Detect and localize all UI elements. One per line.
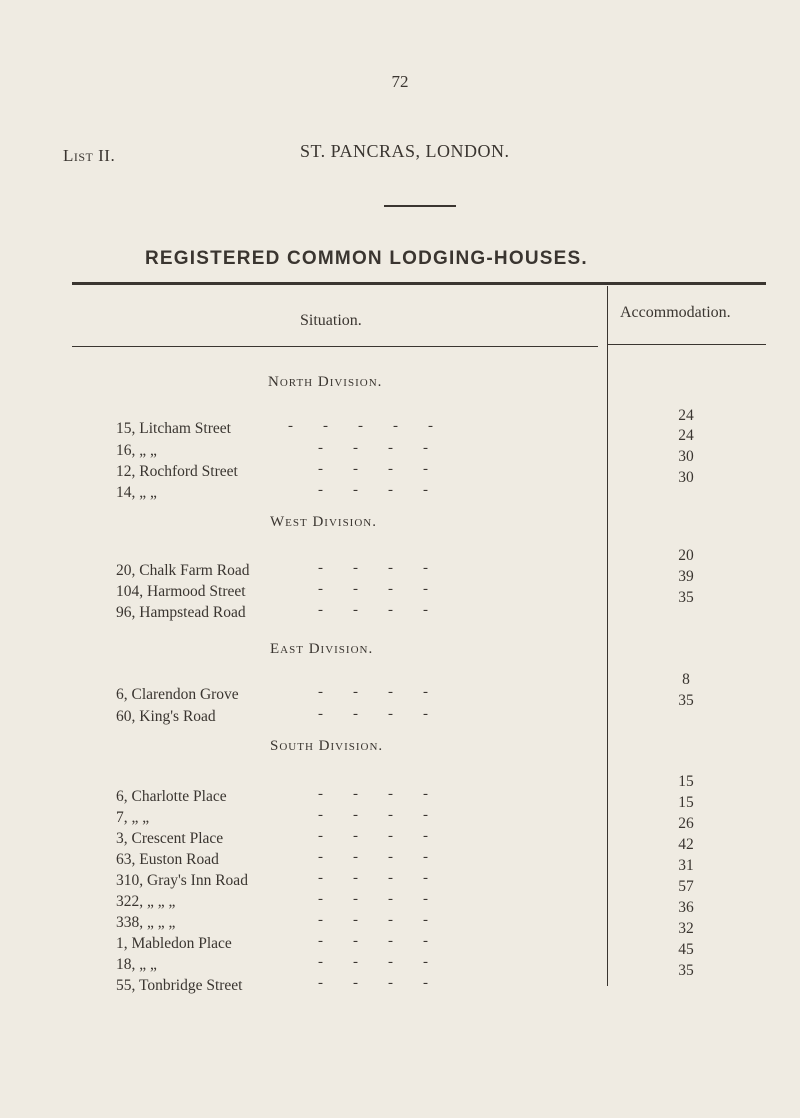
table-row-situation: 96, Hampstead Road	[116, 604, 246, 621]
table-row-situation: 14, „ „	[116, 484, 157, 501]
table-top-rule	[72, 282, 766, 285]
division-heading: East Division.	[270, 641, 374, 657]
table-row-accommodation: 31	[678, 857, 694, 874]
page-title: REGISTERED COMMON LODGING-HOUSES.	[145, 248, 588, 269]
table-row-accommodation: 35	[678, 962, 694, 979]
table-row-accommodation: 45	[678, 941, 694, 958]
table-row-situation: 12, Rochford Street	[116, 463, 238, 480]
header-rule-right	[608, 344, 766, 345]
table-row-accommodation: 30	[678, 448, 694, 465]
table-row-situation: 6, Charlotte Place	[116, 788, 227, 805]
table-row-accommodation: 36	[678, 899, 694, 916]
table-row-accommodation: 15	[678, 773, 694, 790]
table-row-situation: 3, Crescent Place	[116, 830, 224, 847]
table-row-situation: 63, Euston Road	[116, 851, 219, 868]
list-label: List II.	[63, 146, 116, 165]
division-heading: South Division.	[270, 738, 384, 754]
table-row-situation: 1, Mabledon Place	[116, 935, 232, 952]
table-row-accommodation: 57	[678, 878, 694, 895]
table-row-accommodation: 24	[678, 407, 694, 424]
division-heading: West Division.	[270, 514, 377, 530]
table-row-accommodation: 32	[678, 920, 694, 937]
table-row-situation: 18, „ „	[116, 956, 157, 973]
table-row-situation: 322, „ „ „	[116, 893, 176, 910]
column-header-accommodation: Accommodation.	[620, 304, 731, 321]
table-row-accommodation: 42	[678, 836, 694, 853]
table-row-situation: 60, King's Road	[116, 708, 216, 725]
table-row-situation: 20, Chalk Farm Road	[116, 562, 250, 579]
table-row-situation: 310, Gray's Inn Road	[116, 872, 248, 889]
table-row-situation: 338, „ „ „	[116, 914, 176, 931]
table-row-accommodation: 35	[678, 692, 694, 709]
table-row-situation: 55, Tonbridge Street	[116, 977, 243, 994]
page-number: 72	[391, 72, 409, 91]
table-row-situation: 15, Litcham Street	[116, 420, 231, 437]
column-header-situation: Situation.	[300, 312, 362, 329]
short-divider	[384, 205, 456, 207]
table-row-accommodation: 8	[682, 671, 690, 688]
table-row-accommodation: 24	[678, 427, 694, 444]
table-row-situation: 104, Harmood Street	[116, 583, 246, 600]
document-heading: ST. PANCRAS, LONDON.	[300, 141, 510, 161]
table-row-accommodation: 35	[678, 589, 694, 606]
table-row-accommodation: 39	[678, 568, 694, 585]
table-row-accommodation: 15	[678, 794, 694, 811]
table-row-situation: 16, „ „	[116, 442, 157, 459]
table-row-accommodation: 20	[678, 547, 694, 564]
header-rule-left	[72, 346, 598, 347]
table-row-accommodation: 26	[678, 815, 694, 832]
division-heading: North Division.	[268, 374, 383, 390]
table-row-situation: 7, „ „	[116, 809, 150, 826]
column-divider	[607, 286, 608, 986]
table-row-situation: 6, Clarendon Grove	[116, 686, 239, 703]
table-row-accommodation: 30	[678, 469, 694, 486]
